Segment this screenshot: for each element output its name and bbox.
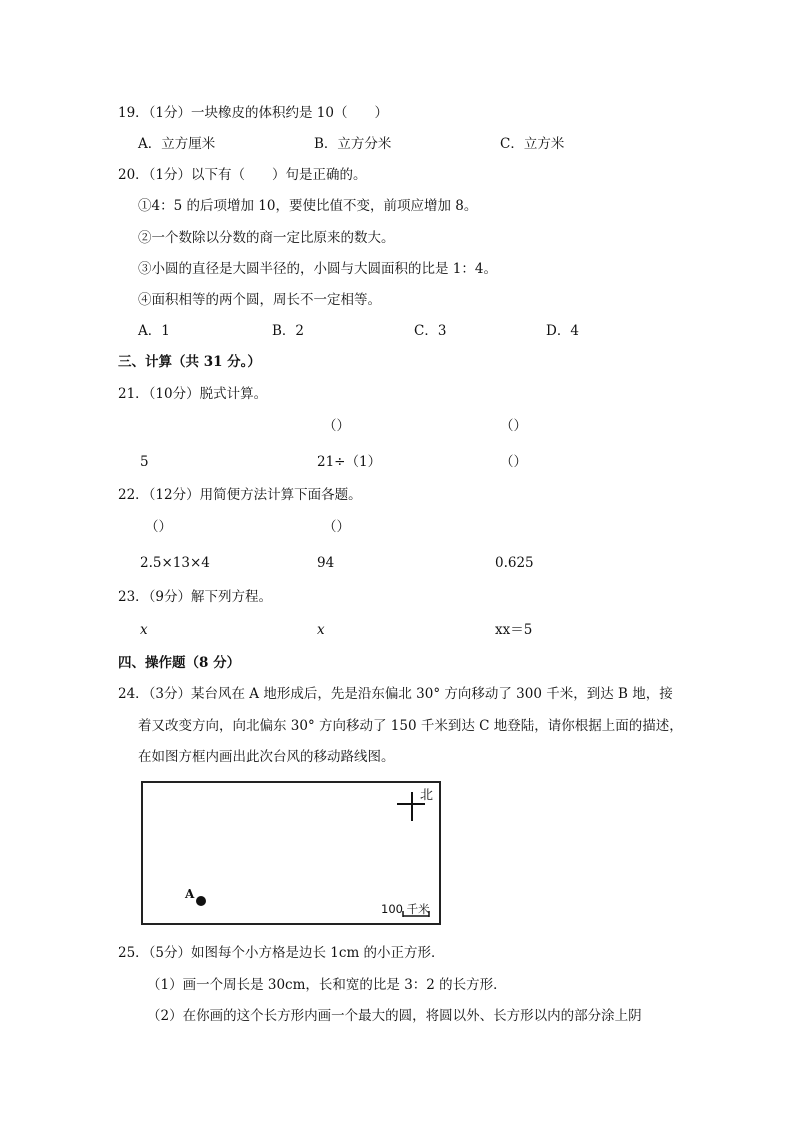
q19-option-a: A．立方厘米 bbox=[138, 136, 216, 152]
q22-expr: （） bbox=[145, 519, 172, 535]
q24-line-3: 在如图方框内画出此次台风的移动路线图。 bbox=[138, 749, 395, 765]
q24-line-1: 24．（3分）某台风在 A 地形成后，先是沿东偏北 30° 方向移动了 300 千米，到达 B 地，接 bbox=[118, 686, 673, 702]
q20-stem: 20．（1分）以下有（ ）句是正确的。 bbox=[118, 167, 367, 183]
q23-stem: 23．（9分）解下列方程。 bbox=[118, 589, 273, 605]
point-a-dot bbox=[196, 896, 206, 906]
q21-expr: （） bbox=[323, 418, 350, 434]
q22-stem: 22．（12分）用简便方法计算下面各题。 bbox=[118, 487, 362, 503]
q23-equation: xx＝5 bbox=[495, 622, 533, 638]
q25-stem: 25．（5分）如图每个小方格是边长 1cm 的小正方形． bbox=[118, 945, 445, 961]
q25-part-2: （2）在你画的这个长方形内画一个最大的圆，将圆以外、长方形以内的部分涂上阴 bbox=[147, 1008, 642, 1024]
north-label: 北 bbox=[420, 788, 434, 803]
scale-label: 100 千米 bbox=[381, 902, 430, 916]
q22-expr: （） bbox=[323, 519, 350, 535]
q20-statement-3: ③小圆的直径是大圆半径的，小圆与大圆面积的比是 1：4。 bbox=[138, 261, 497, 277]
q21-expr: （） bbox=[500, 454, 527, 470]
q25-part-1: （1）画一个周长是 30cm，长和宽的比是 3：2 的长方形． bbox=[147, 977, 507, 993]
q20-option-a: A．1 bbox=[138, 323, 170, 339]
q19-stem: 19．（1分）一块橡皮的体积约是 10（ ） bbox=[118, 105, 388, 121]
q19-option-b: B．立方分米 bbox=[314, 136, 392, 152]
q20-statement-4: ④面积相等的两个圆，周长不一定相等。 bbox=[138, 292, 381, 308]
q21-expr: 21÷（1） bbox=[317, 454, 382, 470]
q22-expr: 2.5×13×4 bbox=[140, 555, 210, 571]
q20-option-c: C．3 bbox=[414, 323, 447, 339]
q24-line-2: 着又改变方向，向北偏东 30° 方向移动了 150 千米到达 C 地登陆，请你根据上面的描述， bbox=[138, 718, 683, 734]
q23-equation: x bbox=[140, 622, 148, 638]
q20-statement-2: ②一个数除以分数的商一定比原来的数大。 bbox=[138, 230, 395, 246]
q22-expr: 94 bbox=[317, 555, 335, 571]
section-4-heading: 四、操作题（8 分） bbox=[118, 655, 241, 671]
q20-statement-1: ①4：5 的后项增加 10，要使比值不变，前项应增加 8。 bbox=[138, 198, 478, 214]
q20-option-d: D．4 bbox=[546, 323, 579, 339]
section-3-heading: 三、计算（共 31 分。） bbox=[118, 354, 261, 370]
q20-option-b: B．2 bbox=[272, 323, 305, 339]
q21-stem: 21．（10分）脱式计算。 bbox=[118, 386, 268, 402]
q21-expr: （） bbox=[500, 418, 527, 434]
q23-equation: x bbox=[317, 622, 325, 638]
point-a-label: A bbox=[185, 887, 195, 901]
map-frame bbox=[141, 781, 441, 925]
q22-expr: 0.625 bbox=[495, 555, 534, 571]
q19-option-c: C．立方米 bbox=[500, 136, 565, 152]
q21-expr: 5 bbox=[140, 454, 149, 470]
